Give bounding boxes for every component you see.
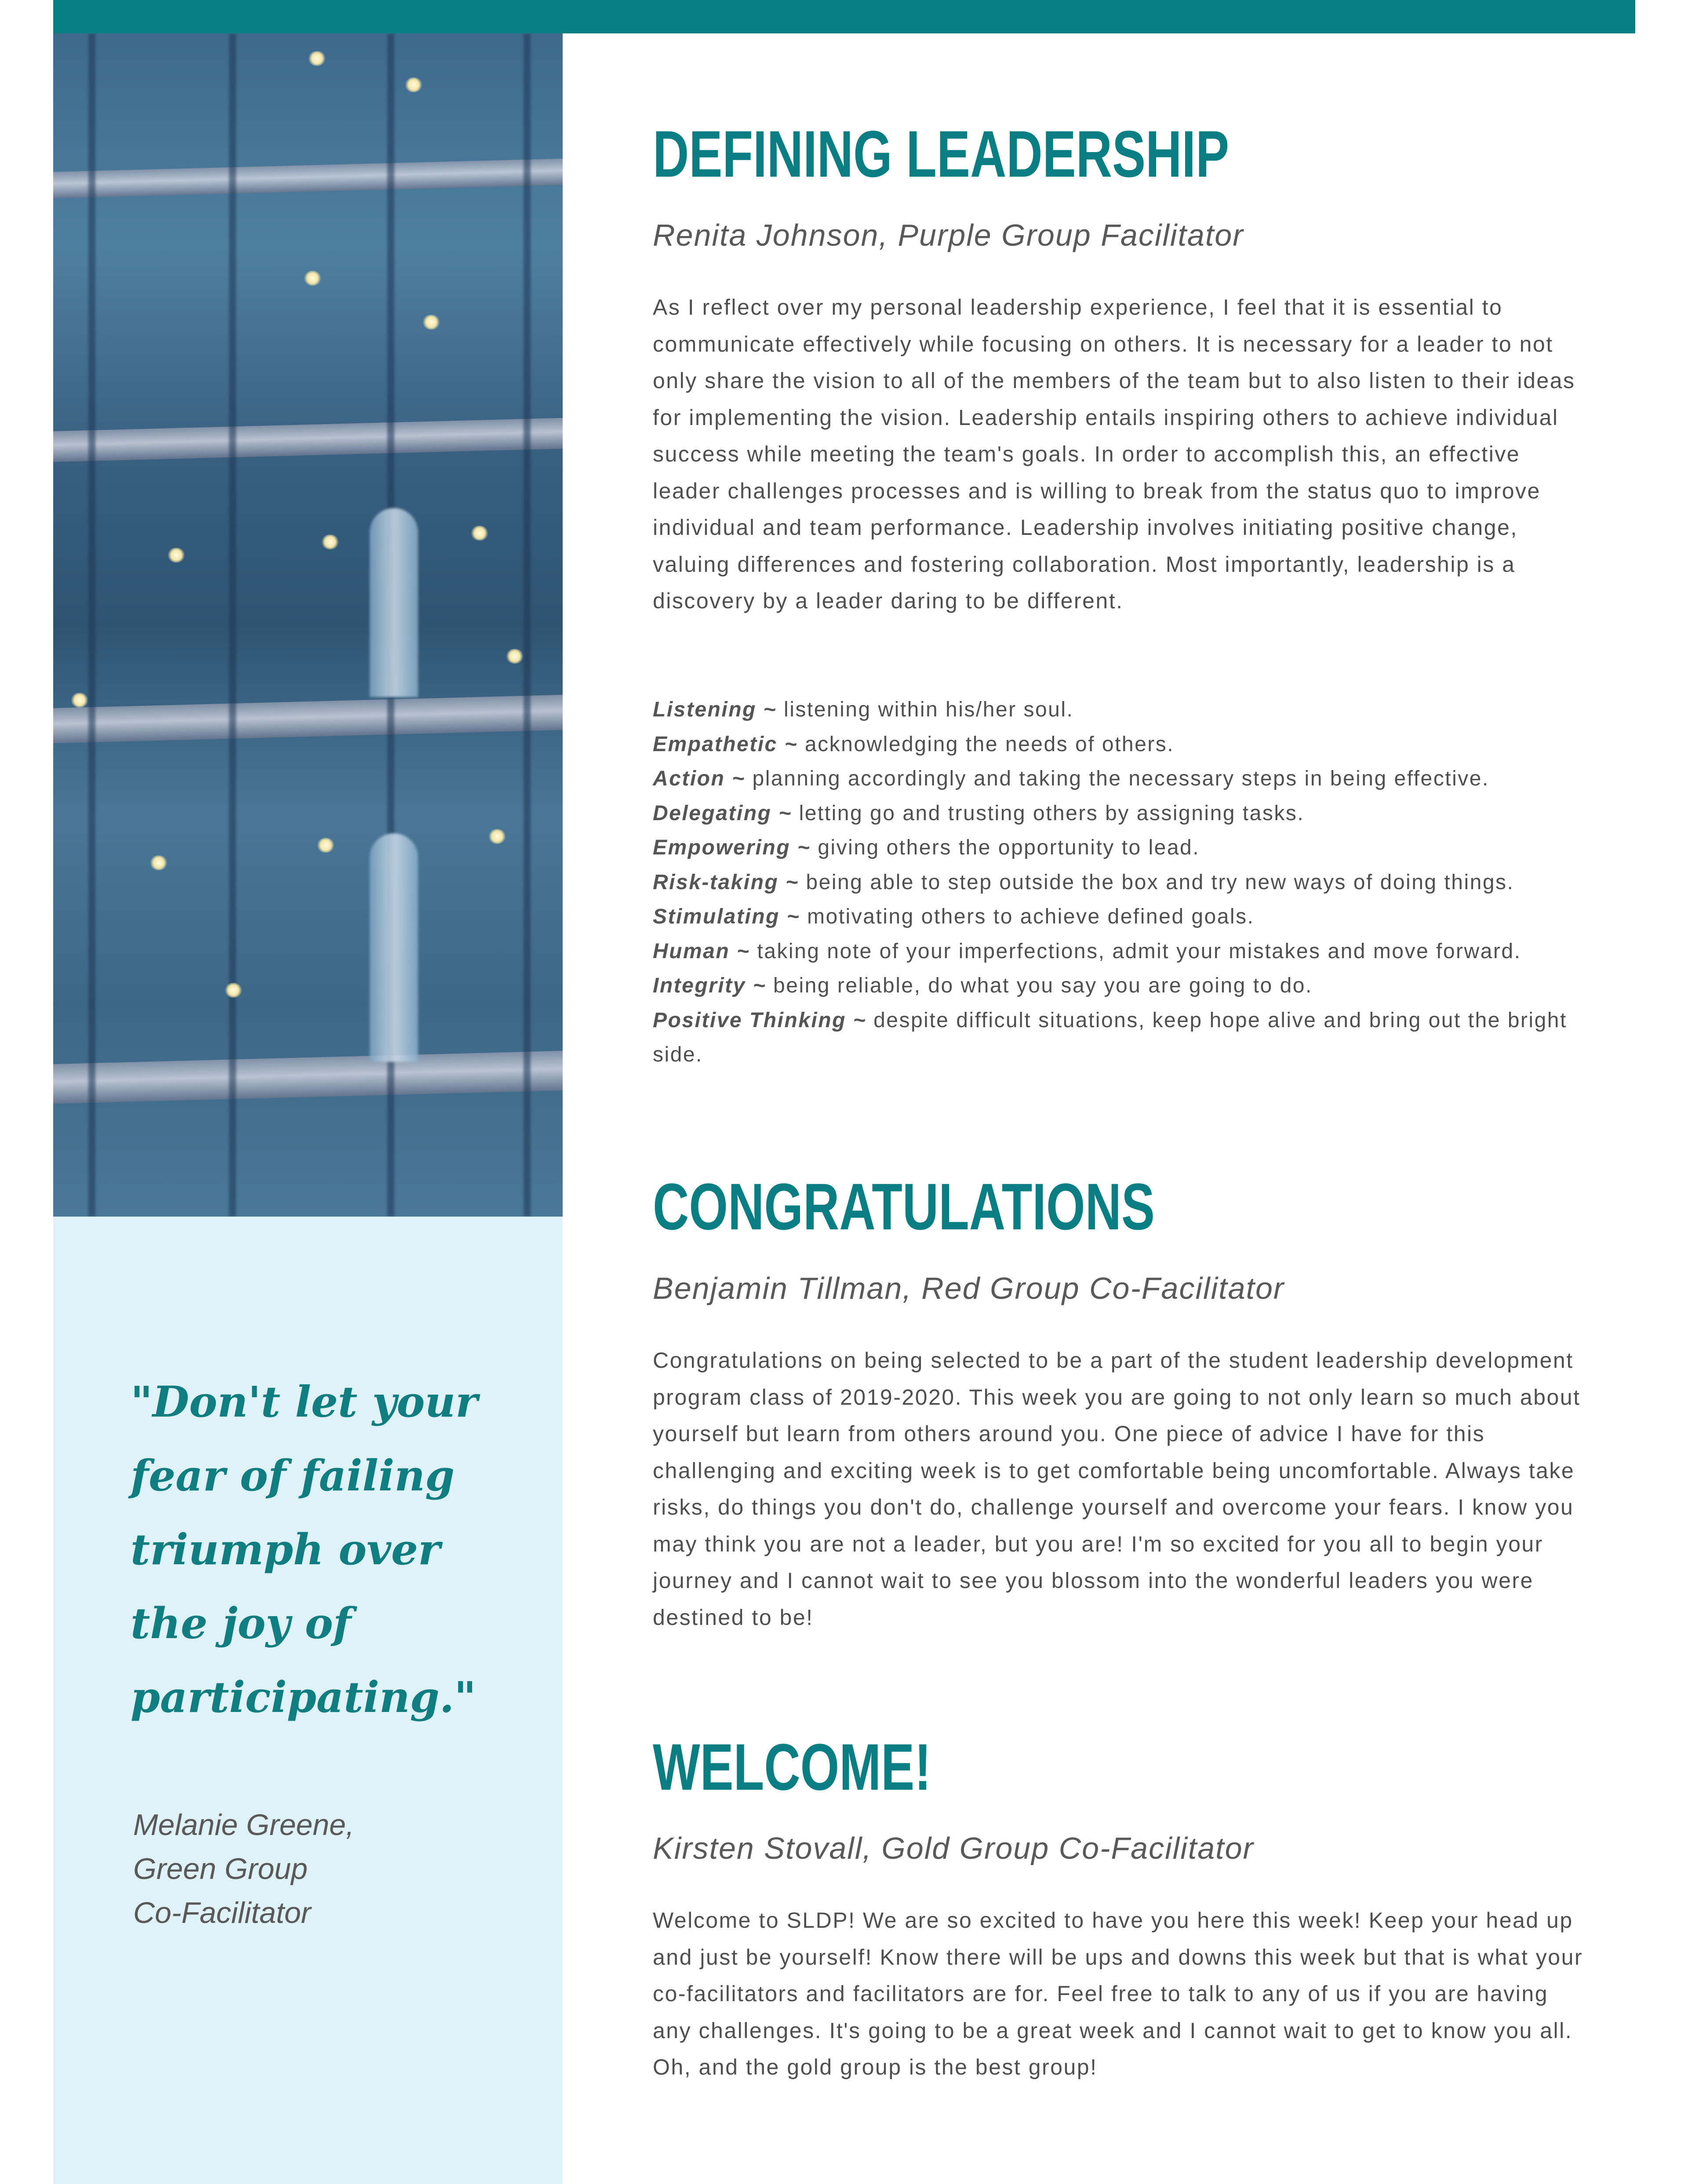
photo-floor-band <box>53 158 563 198</box>
photo-ceiling-light <box>167 548 185 563</box>
trait-description: being able to step outside the box and try new ways of doing things. <box>799 870 1514 894</box>
trait-term: Stimulating ~ <box>653 905 800 928</box>
trait-term: Empowering ~ <box>653 836 811 859</box>
photo-floor-band <box>53 418 563 462</box>
trait-term: Risk-taking ~ <box>653 870 799 894</box>
trait-item <box>653 865 1593 900</box>
office-building-photo <box>53 33 563 1217</box>
top-accent-bar <box>53 0 1635 33</box>
trait-item <box>653 934 1593 969</box>
photo-pillar <box>370 833 418 1062</box>
quote-attribution <box>133 1803 485 1935</box>
photo-ceiling-light <box>304 271 321 286</box>
attribution-name: Melanie Greene, <box>133 1808 354 1842</box>
photo-window-frame <box>229 33 236 1217</box>
trait-item <box>653 693 1593 727</box>
trait-term: Empathetic ~ <box>653 732 798 756</box>
photo-ceiling-light <box>308 51 326 66</box>
trait-description: motivating others to achieve defined goals. <box>800 905 1255 928</box>
photo-ceiling-light <box>471 526 488 541</box>
trait-term: Integrity ~ <box>653 974 767 997</box>
trait-description: acknowledging the needs of others. <box>798 732 1175 756</box>
trait-item <box>653 796 1593 831</box>
leadership-body: As I reflect over my personal leadership experience, I feel that it is essential to communicate effectively while focusing on others. It is necessary for a leader to not only share the vision to all of the members of the team but to also listen to their ideas for implementing the vision. Leadership entails inspiring others to achieve individual success while meeting the team's goals. In order to accomplish this, an effective leader challenges processes and is willing to break from the status quo to improve individual and team performance. Leadership involves initiating positive change, valuing differences and fostering collaboration. Most importantly, leadership is a discovery by a leader daring to be different. <box>653 295 1575 613</box>
trait-item <box>653 831 1593 865</box>
photo-ceiling-light <box>225 983 242 998</box>
trait-item <box>653 727 1593 762</box>
trait-item <box>653 1003 1593 1072</box>
photo-ceiling-light <box>317 838 335 853</box>
photo-floor-band <box>53 1050 563 1104</box>
leadership-heading: DEFINING LEADERSHIP <box>653 117 1230 191</box>
photo-pillar <box>370 508 418 697</box>
trait-description: taking note of your imperfections, admit your mistakes and move forward. <box>750 939 1521 963</box>
trait-item <box>653 762 1593 796</box>
leadership-byline: Renita Johnson, Purple Group Facilitator <box>653 218 1244 252</box>
photo-ceiling-light <box>422 315 440 330</box>
trait-description: despite difficult situations, keep hope alive and bring out the bright side. <box>653 1008 1567 1066</box>
photo-window-frame <box>524 33 531 1217</box>
congratulations-heading: CONGRATULATIONS <box>653 1170 1155 1243</box>
photo-ceiling-light <box>71 693 88 708</box>
welcome-byline: Kirsten Stovall, Gold Group Co-Facilitator <box>653 1831 1254 1865</box>
photo-ceiling-light <box>506 649 524 664</box>
photo-ceiling-light <box>405 77 422 92</box>
trait-item <box>653 900 1593 934</box>
welcome-heading: WELCOME! <box>653 1730 931 1804</box>
trait-item <box>653 969 1593 1003</box>
trait-term: Action ~ <box>653 767 746 790</box>
congratulations-byline: Benjamin Tillman, Red Group Co-Facilitator <box>653 1271 1285 1305</box>
trait-description: giving others the opportunity to lead. <box>811 836 1200 859</box>
leadership-traits-list <box>653 693 1593 1072</box>
trait-term: Positive Thinking ~ <box>653 1008 867 1032</box>
trait-term: Human ~ <box>653 939 750 963</box>
pull-quote: "Don't let your fear of failing triumph over the joy of participating." <box>131 1377 478 1722</box>
quote-sidebar <box>53 1217 563 2184</box>
photo-ceiling-light <box>150 855 167 870</box>
photo-window-frame <box>88 33 95 1217</box>
trait-term: Listening ~ <box>653 698 777 721</box>
photo-ceiling-light <box>321 534 339 549</box>
trait-description: being reliable, do what you say you are going to do. <box>766 974 1313 997</box>
congratulations-body: Congratulations on being selected to be a part of the student leadership development program class of 2019-2020. This week you are going to not only learn so much about yourself but learn from others around you. One piece of advice I have for this challenging and exciting week is to get comfortable being uncomfortable. Always take risks, do things you don't do, challenge yourself and overcome your fears. I know you may think you are not a leader, but you are! I'm so excited for you all to begin your journey and I cannot wait to see you blossom into the wonderful leaders you were destined to be! <box>653 1348 1581 1630</box>
trait-description: planning accordingly and taking the necessary steps in being effective. <box>745 767 1489 790</box>
attribution-role: Co-Facilitator <box>133 1896 311 1930</box>
attribution-group: Green Group <box>133 1852 308 1886</box>
trait-description: listening within his/her soul. <box>777 698 1074 721</box>
welcome-body: Welcome to SLDP! We are so excited to have you here this week! Keep your head up and just be yourself! Know there will be ups and downs this week but that is what your co-facilitators and facilitators are for. Feel free to talk to any of us if you are having any challenges. It's going to be a great week and I cannot wait to get to know you all. Oh, and the gold group is the best group! <box>653 1908 1583 2079</box>
photo-floor-band <box>53 694 563 743</box>
trait-term: Delegating ~ <box>653 801 792 825</box>
photo-ceiling-light <box>488 829 506 844</box>
trait-description: letting go and trusting others by assigning tasks. <box>792 801 1305 825</box>
